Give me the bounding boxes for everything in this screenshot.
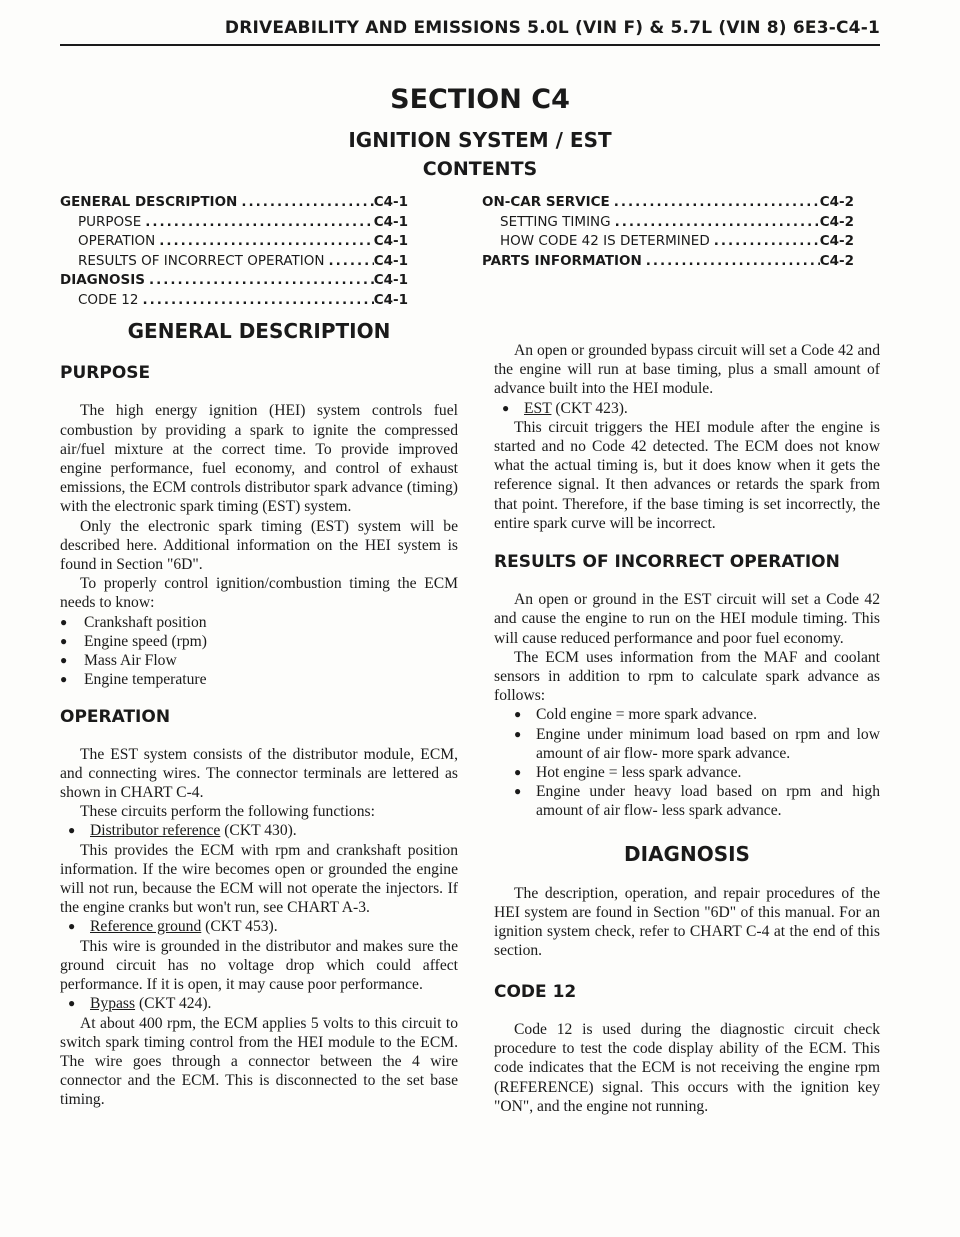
list-item: ● Hot engine = less spark advance. [514,764,742,782]
list-item: ● Engine under minimum load based on rpm and low amount of air flow- more spark advance. [514,725,880,762]
purpose-paragraph: To properly control ignition/combustion timing the ECM needs to know: [60,575,458,612]
list-item: ● Engine under heavy load based on rpm and high amount of air flow- less spark advance. [514,783,880,820]
diagnosis-heading: DIAGNOSIS [624,841,750,866]
operation-paragraph: This provides the ECM with rpm and crankshaft position information. If the wire becomes open or grounded the engine will not run, because the ECM will not operate the injectors. If the engine cranks but won't run, see CHART A-3. [60,841,458,917]
toc-leader [611,213,820,233]
code12-paragraph: Code 12 is used during the diagnostic circuit check procedure to test the code display ability of the ECM. This code indicates that the ECM is not receiving the engine rpm (REFERENCE) signal. This occurs with the ignition key "ON", and the engine not running. [494,1020,880,1115]
toc-entry[interactable] [60,291,408,311]
toc-page: C4-1 [373,291,408,308]
circuit-number: (CKT 424). [135,995,212,1013]
toc-leader [642,252,820,272]
toc-leader [138,291,373,311]
purpose-heading: PURPOSE [60,363,151,384]
toc-page: C4-1 [373,233,408,249]
list-item: ● Engine temperature [60,671,207,689]
bypass-paragraph: An open or grounded bypass circuit will set a Code 42 and the engine will run at base timing, plus a small amount of advance built into the HEI module. [494,342,880,398]
bullet-icon: ● [514,726,522,741]
bullet-icon: ● [60,672,68,687]
header-rule [60,44,880,46]
toc-right [482,193,854,271]
bullet-icon: ● [60,633,68,648]
purpose-paragraph: The high energy ignition (HEI) system controls fuel combustion by providing a spark to ignite the compressed air/fuel mixture at the correct time. To provide improved engine performance, fuel economy, and control of exhaust emissions, the ECM controls distributor spark advance (timing) with the electronic spark timing (EST) system. [60,402,458,516]
toc-entry[interactable] [60,252,408,272]
code12-heading: CODE 12 [494,981,577,1002]
toc-entry[interactable] [482,193,854,213]
circuit-number: (CKT 453). [201,918,278,936]
bullet-icon: ● [514,707,522,722]
est-paragraph: This circuit triggers the HEI module after the engine is started and no Code 42 detected. The ECM does not know what the actual timing is, but it does know when it gets the reference signal. It then advances or retards the spark from that point. Therefore, if the base timing is set incorrectly, the entire spark curve will be incorrect. [494,418,880,532]
toc-label: HOW CODE 42 IS DETERMINED [500,233,710,249]
list-item: ● Engine speed (rpm) [60,632,207,650]
toc-label: PURPOSE [78,213,142,230]
list-item: ● Cold engine = more spark advance. [514,706,757,724]
toc-entry[interactable] [60,271,408,291]
results-paragraph: An open or ground in the EST circuit will set a Code 42 and cause the engine to run on the HEI module timing. This will cause reduced performance and poor fuel economy. [494,591,880,647]
operation-paragraph: This wire is grounded in the distributor and makes sure the ground circuit has no voltage drop which could affect performance. If it is open, it may cause poor performance. [60,937,458,994]
toc-page: C4-2 [819,213,854,230]
toc-leader [145,271,374,291]
results-paragraph: The ECM uses information from the MAF and coolant sensors in addition to rpm to calculate spark advance as follows: [494,648,880,705]
toc-label: DIAGNOSIS [60,272,146,288]
page-header: DRIVEABILITY AND EMISSIONS 5.0L (VIN F) & 5.7L (VIN 8) 6E3-C4-1 [224,18,880,38]
section-title: SECTION C4 [390,84,570,115]
circuit-item [60,917,458,936]
results-heading: RESULTS OF INCORRECT OPERATION [494,552,840,573]
operation-paragraph: At about 400 rpm, the ECM applies 5 volts to this circuit to switch spark timing control from the HEI module to the ECM. The wire goes through a connector between the 4 wire connector and the ECM. This is disconnected to the set base timing. [60,1014,458,1109]
toc-page: C4-1 [373,194,408,210]
toc-page: C4-2 [819,194,854,210]
toc-left [60,193,408,310]
circuit-name: EST [524,399,552,417]
toc-leader [324,252,373,272]
circuit-item [60,821,458,840]
purpose-paragraph: Only the electronic spark timing (EST) system will be described here. Additional information on the HEI system is found in Section "6D". [60,517,458,574]
toc-label: SETTING TIMING [500,213,611,230]
operation-paragraph: These circuits perform the following functions: [80,803,375,821]
circuit-name: Reference ground [90,918,202,936]
list-item: ● Mass Air Flow [60,652,177,670]
operation-heading: OPERATION [60,707,171,728]
circuit-item [494,399,880,418]
general-description-heading: GENERAL DESCRIPTION [127,319,391,343]
toc-entry[interactable] [482,252,854,272]
diagnosis-paragraph: The description, operation, and repair procedures of the HEI system are found in Section "6D" of this manual. For an ignition system check, refer to CHART C-4 at the end of this section. [494,884,880,960]
toc-label: ON-CAR SERVICE [482,194,610,210]
toc-leader [141,213,373,233]
bullet-icon: ● [514,784,522,799]
operation-paragraph: The EST system consists of the distributor module, ECM, and connecting wires. The connector terminals are lettered as shown in CHART C-4. [60,745,458,802]
toc-label: PARTS INFORMATION [482,252,642,269]
toc-leader [237,193,373,213]
toc-entry[interactable] [482,213,854,233]
toc-leader [710,232,820,252]
bullet-icon: ● [60,614,68,629]
toc-entry[interactable] [60,193,408,213]
toc-page: C4-1 [373,252,408,269]
system-title: IGNITION SYSTEM / EST [348,128,612,152]
toc-label: OPERATION [78,233,156,249]
bullet-icon: ● [68,919,76,934]
contents-title: CONTENTS [422,158,538,180]
circuit-number: (CKT 423). [551,399,628,417]
toc-leader [155,232,373,252]
toc-label: GENERAL DESCRIPTION [60,194,238,210]
toc-entry[interactable] [60,232,408,252]
left-column [60,319,458,1110]
toc-entry[interactable] [60,213,408,233]
circuit-number: (CKT 430). [220,822,297,840]
toc-label: CODE 12 [78,291,139,308]
circuit-name: Bypass [90,995,136,1013]
toc-page: C4-1 [373,213,408,230]
toc-label: RESULTS OF INCORRECT OPERATION [78,252,325,269]
toc-page: C4-1 [373,272,408,288]
circuit-name: Distributor reference [90,822,221,840]
toc-leader [610,193,820,213]
toc-page: C4-2 [819,233,854,249]
bullet-icon: ● [502,400,510,415]
circuit-item [60,994,458,1013]
bullet-icon: ● [514,765,522,780]
bullet-icon: ● [60,653,68,668]
right-column [494,341,880,1116]
toc-page: C4-2 [819,252,854,269]
bullet-icon: ● [68,996,76,1011]
list-item: ● Crankshaft position [60,613,207,631]
toc-entry[interactable] [482,232,854,252]
bullet-icon: ● [68,823,76,838]
